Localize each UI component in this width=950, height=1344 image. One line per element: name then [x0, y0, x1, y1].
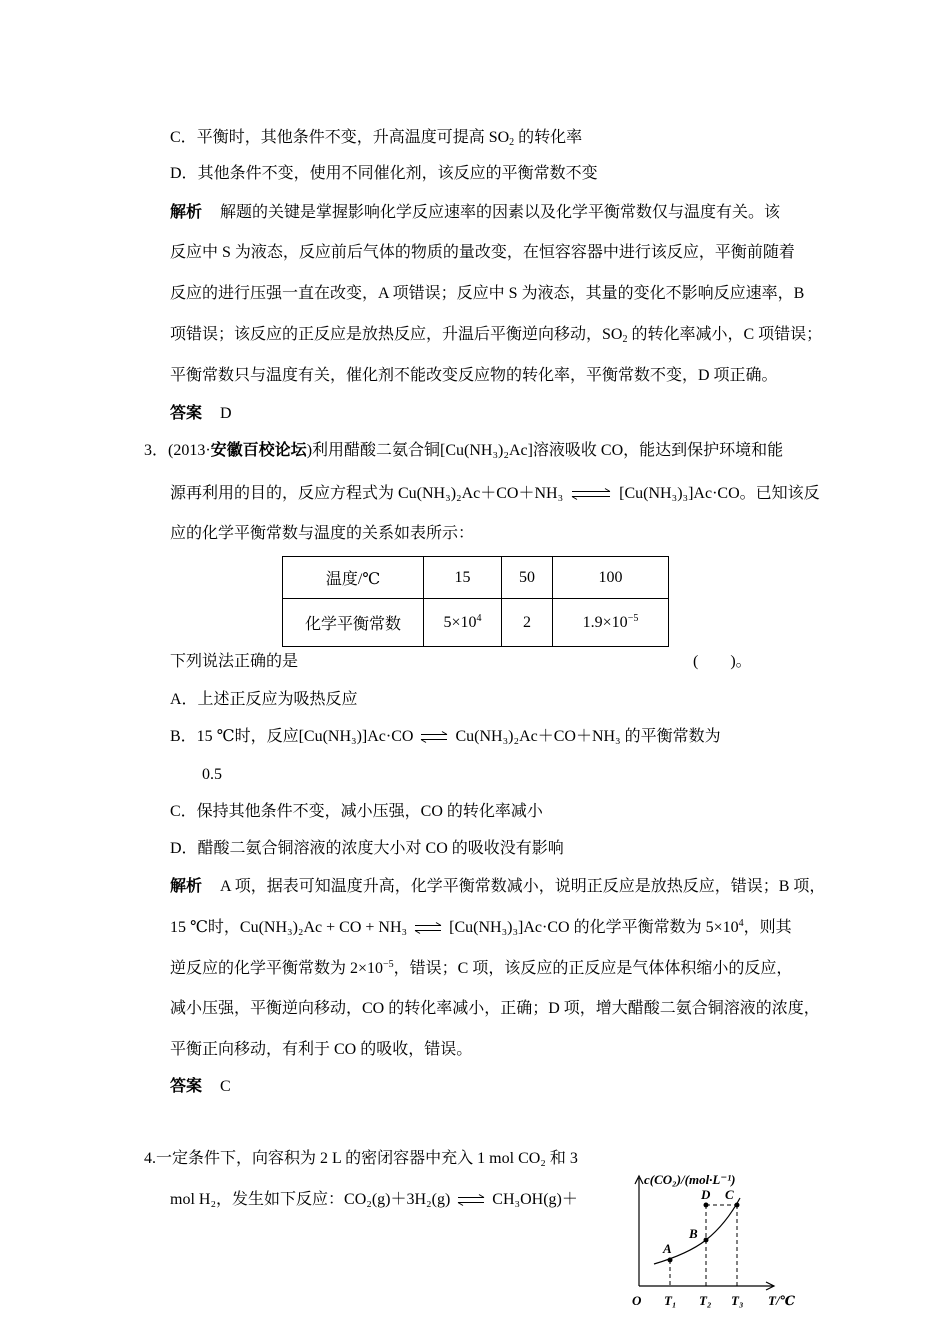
- point-b-marker: [704, 1238, 709, 1243]
- tick-label: T₂: [699, 1293, 712, 1308]
- table-cell: 化学平衡常数: [283, 599, 424, 647]
- y-axis-label: c(CO₂)/(mol·L⁻¹): [644, 1172, 736, 1187]
- q4-stem-line-1: 4.一定条件下，向容积为 2 L 的密闭容器中充入 1 mol CO₂ 和 3: [144, 1150, 578, 1167]
- q3-stem-line-1: 3．(2013·安徽百校论坛)利用醋酸二氨合铜[Cu(NH₃)₂Ac]溶液吸收 CO，能达到保护环境和能: [144, 442, 784, 459]
- table-row: [283, 557, 669, 599]
- answer-value: C: [220, 1078, 231, 1095]
- q4-stem-line-2: mol H₂，发生如下反应：CO₂(g)＋3H₂(g) CH₃OH(g)＋: [170, 1191, 578, 1208]
- point-d-marker: [704, 1203, 709, 1208]
- q3-prompt: 下列说法正确的是: [170, 653, 299, 670]
- table-header-cell: 温度/℃: [283, 557, 424, 599]
- point-label: B: [689, 1226, 698, 1241]
- equilibrium-constant-table: [282, 556, 669, 647]
- q2-analysis-line-2: 反应中 S 为液态，反应前后气体的物质的量改变，在恒容容器中进行该反应，平衡前随着: [170, 244, 795, 261]
- q3-option-a: A．上述正反应为吸热反应: [170, 691, 358, 708]
- origin-label: O: [632, 1293, 642, 1308]
- q3-option-d: D．醋酸二氨合铜溶液的浓度大小对 CO 的吸收没有影响: [170, 840, 564, 857]
- q3-analysis-line-4: 减小压强，平衡逆向移动，CO 的转化率减小，正确；D 项，增大醋酸二氨合铜溶液的浓度，: [170, 1000, 820, 1017]
- answer-label: 答案: [170, 1078, 203, 1095]
- table-header-cell: 100: [553, 557, 669, 599]
- tick-label: T₁: [664, 1293, 677, 1308]
- table-row: [283, 599, 669, 647]
- point-label: D: [701, 1187, 711, 1202]
- table-header-cell: 50: [502, 557, 553, 599]
- answer-value: D: [220, 405, 232, 422]
- q2-answer: [170, 404, 232, 424]
- q3-option-b: B．15 ℃时，反应[Cu(NH₃)]Ac·CO Cu(NH₃)₂Ac＋CO＋NH₃ 的平衡常数为: [170, 728, 721, 745]
- analysis-label: 解析: [170, 878, 203, 895]
- q3-answer: [170, 1077, 231, 1097]
- q2-analysis-line-4: 项错误；该反应的正反应是放热反应，升温后平衡逆向移动，$SO_2$ 的转化率减小，C 项错误；: [170, 326, 823, 345]
- q3-option-b-value: 0.5: [202, 766, 222, 783]
- point-label: C: [725, 1187, 734, 1202]
- q2-analysis-line-5: 平衡常数只与温度有关，催化剂不能改变反应物的转化率，平衡常数不变，D 项正确。: [170, 367, 778, 384]
- q3-analysis-line-5: 平衡正向移动，有利于 CO 的吸收，错误。: [170, 1041, 473, 1058]
- q3-stem-line-2: 源再利用的目的，反应方程式为 Cu(NH₃)₂Ac＋CO＋NH₃ [Cu(NH₃)₃]Ac·CO。已知该反: [170, 485, 820, 502]
- x-axis-label: T/℃: [768, 1293, 796, 1308]
- reversible-arrow-icon: [413, 922, 443, 934]
- q3-analysis-line-2: 15 ℃时，Cu(NH₃)₂Ac + CO + NH₃ [Cu(NH₃)₃]Ac·CO 的化学平衡常数为 $5\times 10^4$，则其: [170, 918, 792, 936]
- q3-stem-line-3: 应的化学平衡常数与温度的关系如表所示：: [170, 525, 475, 542]
- table-cell: $1.9\times 10^{-5}$: [553, 599, 669, 647]
- q2-option-d: D．其他条件不变，使用不同催化剂，该反应的平衡常数不变: [170, 165, 598, 182]
- q3-analysis-line-1: 解析 A 项，据表可知温度升高，化学平衡常数减小，说明正反应是放热反应，错误；B 项，: [170, 878, 826, 895]
- q2-option-c: C．平衡时，其他条件不变，升高温度可提高 $SO_2$ 的转化率: [170, 129, 583, 148]
- q3-source: 安徽百校论坛: [210, 442, 307, 459]
- analysis-label: 解析: [170, 204, 203, 221]
- point-c-marker: [735, 1203, 740, 1208]
- q2-analysis-line-3: 反应的进行压强一直在改变，A 项错误；反应中 S 为液态，其量的变化不影响反应速率，B: [170, 285, 805, 302]
- reversible-arrow-icon: [569, 488, 613, 500]
- q3-answer-blank: ( )。: [693, 653, 752, 670]
- table-cell: $5\times 10^4$: [424, 599, 502, 647]
- point-label: A: [663, 1241, 672, 1256]
- reversible-arrow-icon: [456, 1194, 486, 1206]
- answer-label: 答案: [170, 405, 203, 422]
- q3-analysis-line-3: 逆反应的化学平衡常数为 $2\times 10^{-5}$，错误；C 项，该反应的正反应是气体体积缩小的反应，: [170, 959, 793, 977]
- q2-analysis-line-1: 解析 解题的关键是掌握影响化学反应速率的因素以及化学平衡常数仅与温度有关。该: [170, 204, 781, 221]
- table-header-cell: 15: [424, 557, 502, 599]
- tick-label: T₃: [731, 1293, 744, 1308]
- q3-option-c: C．保持其他条件不变，减小压强，CO 的转化率减小: [170, 803, 543, 820]
- point-a-marker: [668, 1258, 673, 1263]
- table-cell: 2: [502, 599, 553, 647]
- reversible-arrow-icon: [419, 731, 449, 743]
- concentration-temperature-graph: [628, 1168, 804, 1312]
